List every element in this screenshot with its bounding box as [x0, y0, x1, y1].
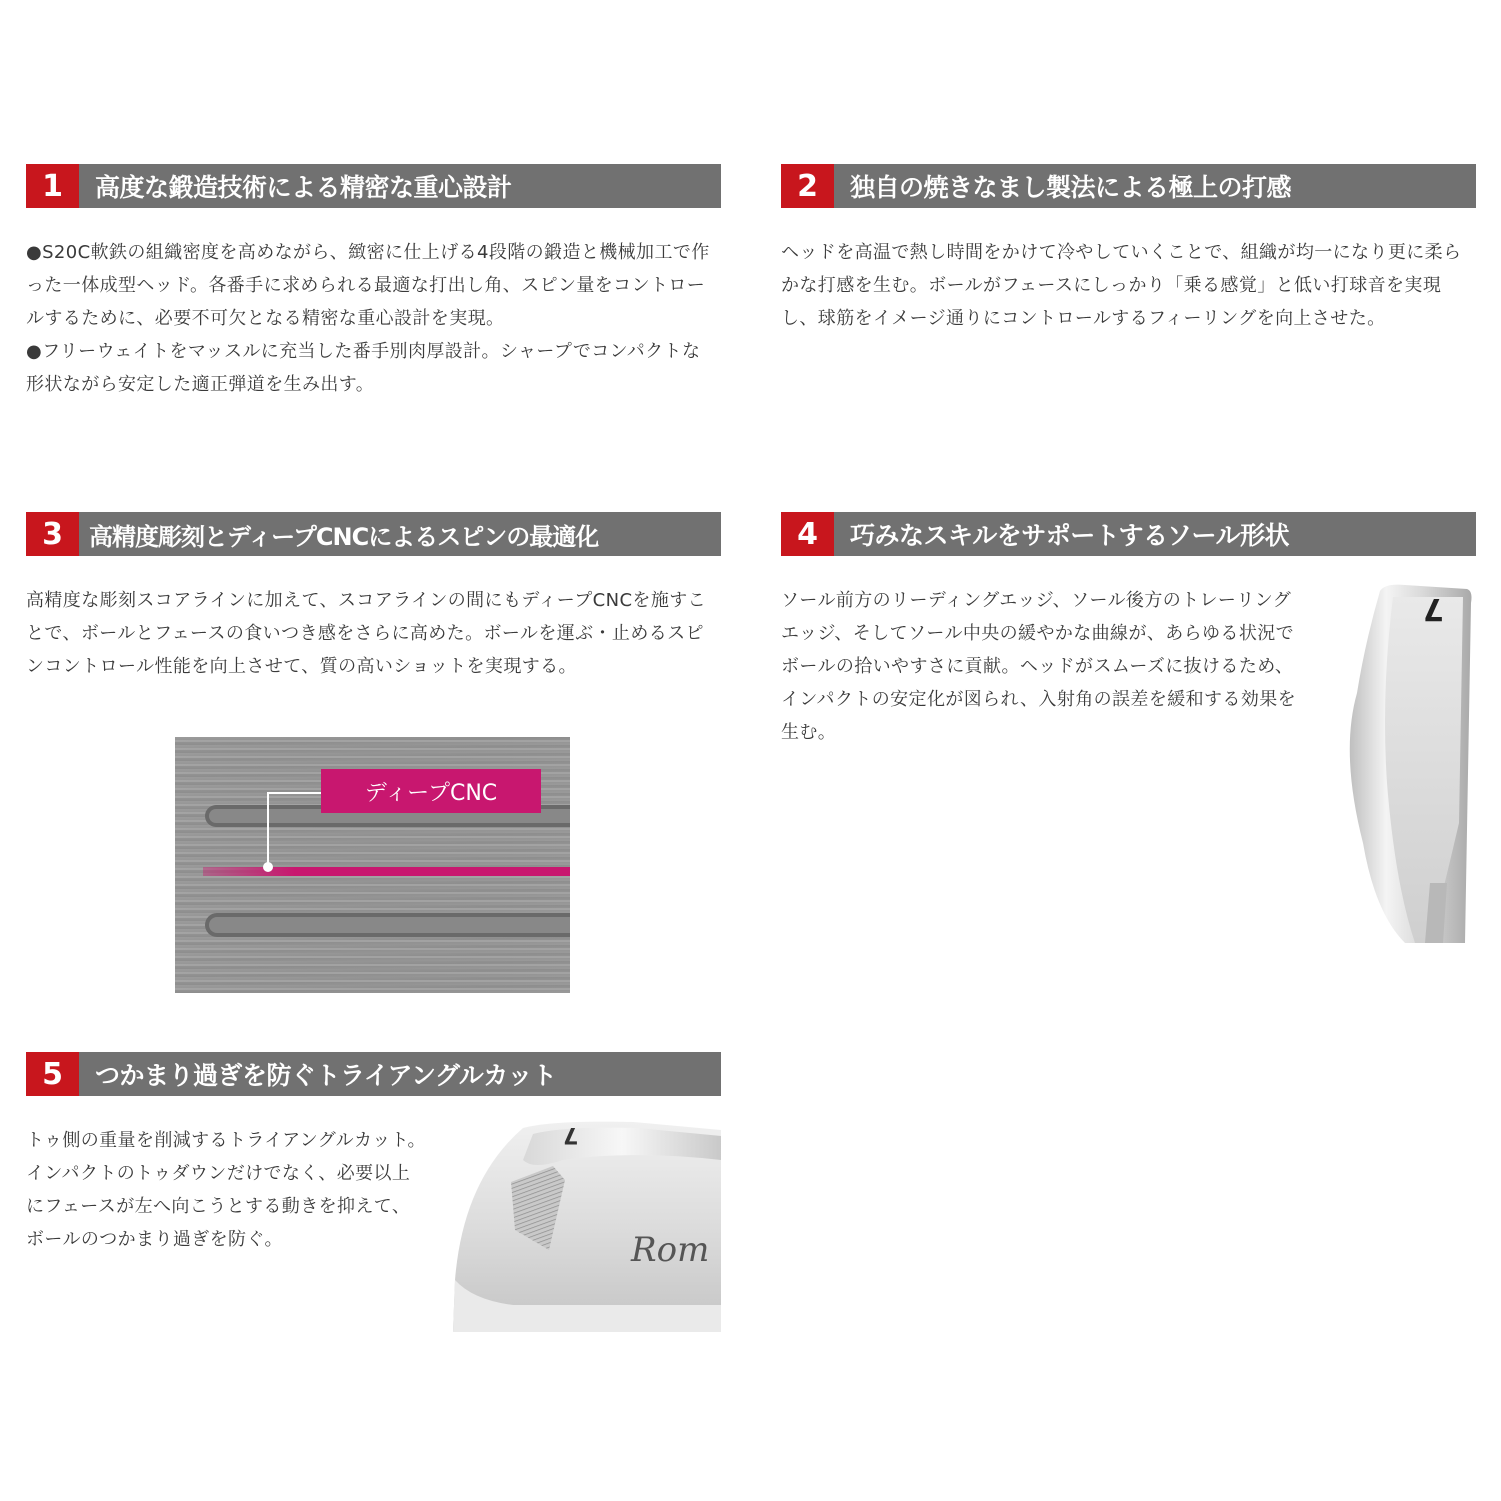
section-1-body — [26, 236, 716, 401]
section-1-paragraph: ●S20C軟鉄の組織密度を高めながら、緻密に仕上げる4段階の鍛造と機械加工で作った一体成型ヘッド。各番手に求められる最適な打出し角、スピン量をコントロールするために、必要不可欠となる精密な重心設計を実現。 — [26, 242, 710, 329]
section-2-title: 独自の焼きなまし製法による極上の打感 — [850, 173, 1292, 202]
section-2-number: 2 — [781, 164, 834, 208]
section-4-paragraph: ソール前方のリーディングエッジ、ソール後方のトレーリングエッジ、そしてソール中央の緩やかな曲線が、あらゆる状況でボールの拾いやすさに貢献。ヘッドがスムーズに抜けるため、インパクトの安定化が図られ、入射角の誤差を緩和する効果を生む。 — [781, 590, 1297, 743]
section-4-title: 巧みなスキルをサポートするソール形状 — [850, 521, 1290, 550]
section-3-title: 高精度彫刻とディープCNCによるスピンの最適化 — [89, 522, 599, 551]
section-4-body — [781, 584, 1301, 749]
cnc-face-figure — [175, 737, 570, 993]
section-3-header — [26, 512, 721, 556]
section-1-title: 高度な鍛造技術による精密な重心設計 — [95, 173, 512, 202]
section-5-body — [26, 1124, 426, 1256]
section-4-header — [781, 512, 1476, 556]
section-1-paragraph: ●フリーウェイトをマッスルに充当した番手別肉厚設計。シャープでコンパクトな形状ながら安定した適正弾道を生み出す。 — [26, 341, 701, 395]
section-2-body — [781, 236, 1471, 335]
toe-number-7: 7 — [563, 1122, 579, 1147]
section-5-paragraph: トゥ側の重量を削減するトライアングルカット。インパクトのトゥダウンだけでなく、必要以上にフェースが左へ向こうとする動きを抑えて、ボールのつかまり過ぎを防ぐ。 — [26, 1130, 426, 1250]
section-3-number: 3 — [26, 512, 79, 556]
club-sole-image — [1335, 583, 1475, 948]
section-3-body — [26, 584, 716, 683]
section-1-number: 1 — [26, 164, 79, 208]
iron-toe-illustration — [453, 1120, 721, 1332]
section-4-number: 4 — [781, 512, 834, 556]
section-1-header — [26, 164, 721, 208]
section-5-title: つかまり過ぎを防ぐトライアングルカット — [95, 1061, 557, 1090]
section-3-paragraph: 高精度な彫刻スコアラインに加えて、スコアラインの間にもディープCNCを施すことで、ボールとフェースの食いつき感をさらに高めた。ボールを運ぶ・止めるスピンコントロール性能を向上させて、質の高いショットを実現する。 — [26, 590, 707, 677]
section-5-header — [26, 1052, 721, 1096]
section-2-paragraph: ヘッドを高温で熱し時間をかけて冷やしていくことで、組織が均一になり更に柔らかな打感を生む。ボールがフェースにしっかり「乗る感覚」と低い打球音を実現し、球筋をイメージ通りにコントロールするフィーリングを向上させた。 — [781, 242, 1462, 329]
iron-sole-illustration — [1335, 583, 1475, 948]
deep-cnc-label: ディープCNC — [321, 769, 541, 813]
club-toe-image — [453, 1120, 721, 1332]
section-2-header — [781, 164, 1476, 208]
toe-logo: Rom — [631, 1230, 710, 1270]
section-5-number: 5 — [26, 1052, 79, 1096]
sole-number-7: 7 — [1423, 591, 1444, 626]
